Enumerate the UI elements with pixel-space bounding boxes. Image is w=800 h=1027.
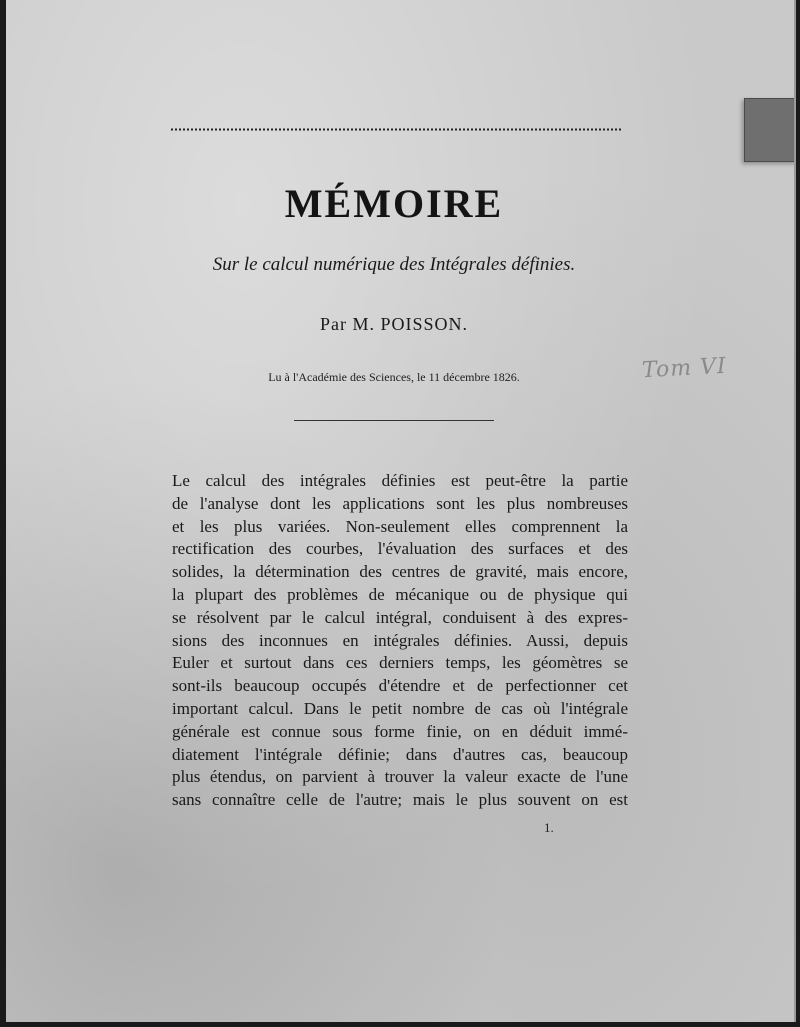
ornamental-rule bbox=[170, 128, 622, 131]
handwritten-margin-note: Tom VI bbox=[641, 353, 728, 384]
body-line: et les plus variées. Non-seulement elles comprennent la bbox=[172, 516, 628, 536]
body-line: de l'analyse dont les applications sont les plus nombreuses bbox=[172, 493, 628, 513]
body-line: Le calcul des intégrales définies est peut-être la partie bbox=[172, 471, 628, 490]
body-line: sans connaître celle de l'autre; mais le plus souvent on est bbox=[172, 790, 628, 810]
document-title: MÉMOIRE bbox=[284, 181, 504, 226]
document-subtitle: Sur le calcul numérique des Intégrales définies. bbox=[212, 254, 576, 275]
body-line: solides, la détermination des centres de gravité, mais encore, bbox=[172, 562, 628, 582]
author-line: Par M. POISSON. bbox=[319, 314, 469, 334]
body-line: diatement l'intégrale définie; dans d'autres cas, beaucoup bbox=[172, 744, 628, 764]
body-line: sions des inconnues en intégrales définies. Aussi, depuis bbox=[172, 630, 628, 650]
document-page bbox=[6, 0, 796, 1022]
page-number: 1. bbox=[544, 820, 554, 835]
body-line: se résolvent par le calcul intégral, conduisent à des expres- bbox=[172, 607, 628, 627]
bookmark-tab bbox=[744, 98, 796, 162]
read-note: Lu à l'Académie des Sciences, le 11 décembre 1826. bbox=[268, 370, 520, 384]
body-line: important calcul. Dans le petit nombre de cas où l'intégrale bbox=[172, 698, 628, 718]
section-divider bbox=[294, 420, 494, 421]
body-line: rectification des courbes, l'évaluation des surfaces et des bbox=[172, 539, 628, 559]
body-line: Euler et surtout dans ces derniers temps, les géomètres se bbox=[172, 653, 628, 673]
body-line: la plupart des problèmes de mécanique ou de physique qui bbox=[172, 584, 628, 604]
body-line: plus étendus, on parvient à trouver la valeur exacte de l'une bbox=[172, 767, 628, 787]
body-paragraph bbox=[172, 470, 628, 812]
body-line: sont-ils beaucoup occupés d'étendre et de perfectionner cet bbox=[172, 676, 628, 696]
body-line: générale est connue sous forme finie, on en déduit immé- bbox=[172, 721, 628, 741]
